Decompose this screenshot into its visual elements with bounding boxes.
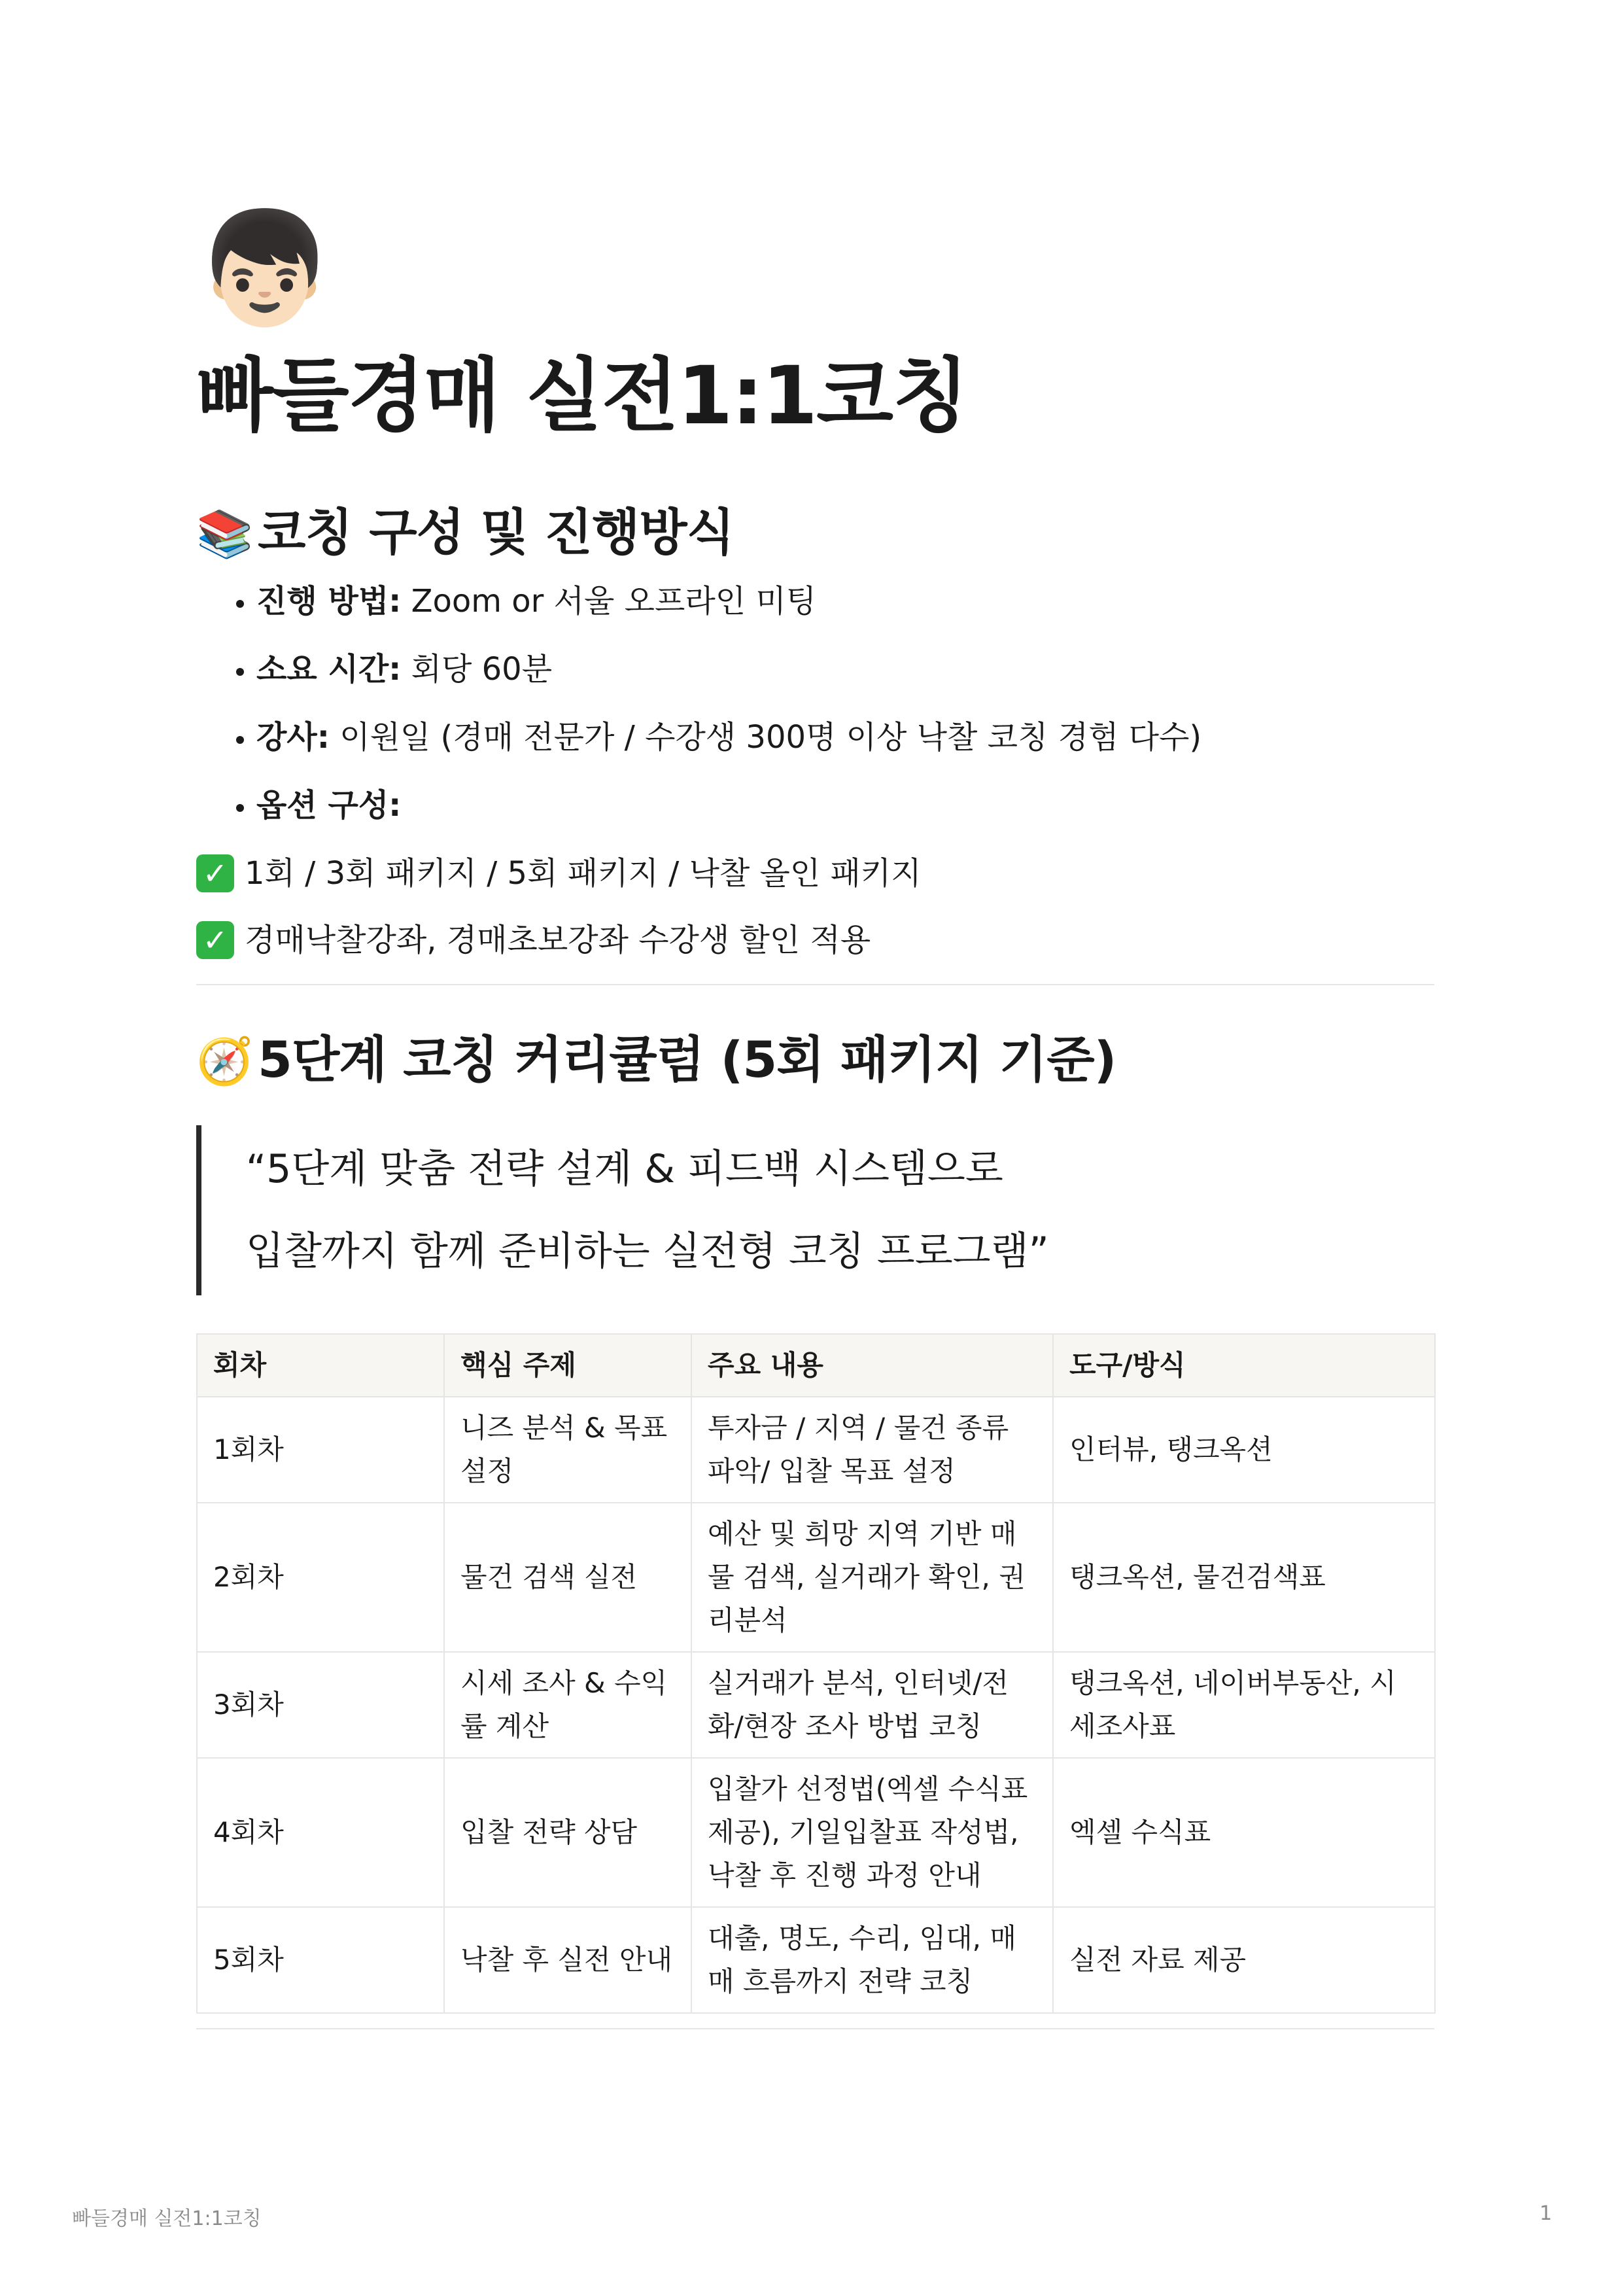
check-mark-icon: ✓ bbox=[196, 921, 234, 959]
item-label: 강사: bbox=[256, 719, 330, 756]
list-item bbox=[256, 782, 1434, 828]
table-cell: 5회차 bbox=[197, 1907, 444, 2013]
compass-emoji-icon: 🧭 bbox=[196, 1034, 253, 1088]
table-cell: 3회차 bbox=[197, 1652, 444, 1758]
table-header-cell: 회차 bbox=[197, 1334, 444, 1397]
list-item bbox=[256, 578, 1434, 624]
option-check-line bbox=[196, 850, 1434, 896]
list-item bbox=[256, 646, 1434, 692]
table-cell: 1회차 bbox=[197, 1397, 444, 1503]
table-header-cell: 핵심 주제 bbox=[444, 1334, 691, 1397]
section-heading-coaching-structure bbox=[196, 500, 1434, 567]
option-text: 1회 / 3회 패키지 / 5회 패키지 / 낙찰 올인 패키지 bbox=[245, 855, 922, 892]
item-text: 회당 60분 bbox=[401, 651, 553, 688]
option-text: 경매낙찰강좌, 경매초보강좌 수강생 할인 적용 bbox=[245, 922, 871, 958]
table-cell: 니즈 분석 & 목표 설정 bbox=[444, 1397, 691, 1503]
table-row bbox=[197, 1907, 1435, 2013]
coaching-info-list bbox=[196, 578, 1434, 828]
table-row bbox=[197, 1758, 1435, 1907]
table-row bbox=[197, 1397, 1435, 1503]
divider bbox=[196, 984, 1434, 985]
table-cell: 4회차 bbox=[197, 1758, 444, 1907]
boy-emoji-icon: 👦🏻 bbox=[196, 204, 334, 332]
section-heading-text: 5단계 코칭 커리큘럼 (5회 패키지 기준) bbox=[258, 1030, 1116, 1089]
section-heading-text: 코칭 구성 및 진행방식 bbox=[258, 503, 734, 561]
table-header-cell: 주요 내용 bbox=[691, 1334, 1053, 1397]
table-cell: 인터뷰, 탱크옥션 bbox=[1053, 1397, 1435, 1503]
table-header-row bbox=[197, 1334, 1435, 1397]
quote-block bbox=[196, 1125, 1434, 1295]
divider bbox=[196, 2028, 1434, 2029]
table-cell: 낙찰 후 실전 안내 bbox=[444, 1907, 691, 2013]
section-heading-curriculum bbox=[196, 1027, 1434, 1094]
check-mark-icon: ✓ bbox=[196, 854, 234, 892]
table-cell: 대출, 명도, 수리, 임대, 매매 흐름까지 전략 코칭 bbox=[691, 1907, 1053, 2013]
item-text: Zoom or 서울 오프라인 미팅 bbox=[401, 583, 817, 620]
books-emoji-icon: 📚 bbox=[196, 507, 253, 561]
curriculum-table bbox=[196, 1333, 1436, 2014]
table-row bbox=[197, 1652, 1435, 1758]
item-text: 이원일 (경매 전문가 / 수강생 300명 이상 낙찰 코칭 경험 다수) bbox=[329, 719, 1202, 756]
list-item bbox=[256, 714, 1434, 760]
table-cell: 입찰 전략 상담 bbox=[444, 1758, 691, 1907]
table-cell: 탱크옥션, 네이버부동산, 시세조사표 bbox=[1053, 1652, 1435, 1758]
table-row bbox=[197, 1503, 1435, 1652]
table-cell: 실거래가 분석, 인터넷/전화/현장 조사 방법 코칭 bbox=[691, 1652, 1053, 1758]
table-cell: 2회차 bbox=[197, 1503, 444, 1652]
item-label: 소요 시간: bbox=[256, 651, 402, 688]
table-header-cell: 도구/방식 bbox=[1053, 1334, 1435, 1397]
table-cell: 실전 자료 제공 bbox=[1053, 1907, 1435, 2013]
table-cell: 입찰가 선정법(엑셀 수식표 제공), 기일입찰표 작성법, 낙찰 후 진행 과정 안내 bbox=[691, 1758, 1053, 1907]
footer-page-number: 1 bbox=[1539, 2202, 1552, 2225]
page-title: 빠들경매 실전1:1코칭 bbox=[196, 349, 968, 442]
document-page bbox=[196, 204, 1434, 2029]
item-label: 옵션 구성: bbox=[256, 787, 402, 824]
quote-line: “5단계 맞춤 전략 설계 & 피드백 시스템으로 bbox=[246, 1146, 1003, 1192]
item-label: 진행 방법: bbox=[256, 583, 402, 620]
table-cell: 시세 조사 & 수익률 계산 bbox=[444, 1652, 691, 1758]
footer-document-name: 빠들경매 실전1:1코칭 bbox=[72, 2207, 262, 2230]
table-cell: 탱크옥션, 물건검색표 bbox=[1053, 1503, 1435, 1652]
table-cell: 물건 검색 실전 bbox=[444, 1503, 691, 1652]
table-cell: 엑셀 수식표 bbox=[1053, 1758, 1435, 1907]
quote-line: 입찰까지 함께 준비하는 실전형 코칭 프로그램” bbox=[246, 1229, 1049, 1274]
option-check-line bbox=[196, 917, 1434, 963]
table-cell: 투자금 / 지역 / 물건 종류 파악/ 입찰 목표 설정 bbox=[691, 1397, 1053, 1503]
table-cell: 예산 및 희망 지역 기반 매물 검색, 실거래가 확인, 권리분석 bbox=[691, 1503, 1053, 1652]
